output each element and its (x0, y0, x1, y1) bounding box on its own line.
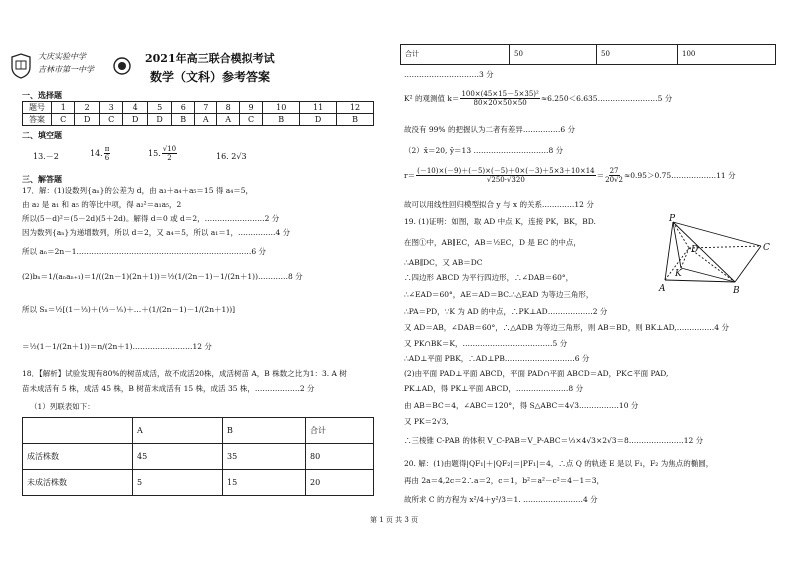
table-row (23, 470, 374, 496)
school-name-2: 吉林市第一中学 (38, 65, 94, 74)
fraction-denominator: 2 (167, 154, 172, 162)
answer-14-prefix: 14. (90, 148, 103, 158)
table-cell: D (147, 114, 171, 126)
table-cell: B (337, 114, 374, 126)
table-cell: 6 (172, 102, 195, 114)
table-cell: 1 (52, 102, 75, 114)
q17-line-7: 所以 Sₙ＝½[(1－⅓)＋(⅓－⅕)＋…＋(1/(2n－1)－1/(2n＋1))] (22, 305, 236, 314)
q19-line-13: 又 PK＝2√3, (404, 417, 449, 426)
q19-line-2: 在图①中，AB∥EC，AB＝½EC，D 是 EC 的中点， (404, 238, 581, 247)
pyramid-diagram (655, 212, 775, 297)
table-cell: 10 (263, 102, 300, 114)
answer-15 (148, 145, 178, 162)
section-2-heading: 二、填空题 (22, 130, 62, 140)
table-header: B (223, 418, 306, 444)
label-d: D (691, 245, 699, 255)
table-cell: A (195, 114, 217, 126)
q17-line-5: 所以 aₙ＝2n－1.……………………………………………………………6 分 (22, 247, 267, 256)
table-row (401, 45, 776, 65)
q17-line-1: 17．解：(1)设数列{aₙ}的公差为 d，由 a₃＋a₄＋a₅＝15 得 a₄＝5， (22, 186, 253, 195)
page-title: 2021年高三联合模拟考试 (145, 52, 275, 65)
right-line-4: （2）x̄＝20, ȳ＝13 …………………………8 分 (404, 146, 564, 155)
right-line-6: 故可以用线性回归模型拟合 y 与 x 的关系.…………12 分 (404, 200, 594, 209)
table-cell: D (75, 114, 99, 126)
fraction-denominator: 6 (104, 154, 110, 162)
table-cell: 35 (223, 444, 306, 470)
formula-prefix: r＝ (404, 171, 416, 180)
table-row (23, 102, 374, 114)
table-row (23, 444, 374, 470)
table-header: 合计 (306, 418, 374, 444)
formula-fraction-2 (605, 167, 623, 184)
fraction-denominator: 80×20×50×50 (473, 99, 527, 107)
table-cell: C (239, 114, 262, 126)
q17-line-2: 由 a₂ 是 a₁ 和 a₅ 的等比中项，得 a₂²＝a₁a₅，2 (22, 200, 182, 209)
answer-14 (90, 145, 111, 162)
q19-line-1: 19. (1)证明：如图，取 AD 中点 K，连接 PK，BK，BD. (404, 217, 596, 226)
table-cell: 未成活株数 (23, 470, 133, 496)
right-line-3: 故没有 99% 的把握认为二者有差异……………6 分 (404, 125, 576, 134)
table-cell: A (217, 114, 239, 126)
label-b: B (733, 286, 740, 296)
table-cell: 成活株数 (23, 444, 133, 470)
formula-fraction (460, 90, 539, 107)
table-cell: 合计 (401, 45, 510, 65)
answer-16: 16. 2√3 (216, 152, 247, 161)
q19-line-11: PK⊥AD，得 PK⊥平面 ABCD，…………………8 分 (404, 384, 584, 393)
q17-line-6: (2)bₙ＝1/(aₙaₙ₊₁)＝1/((2n－1)(2n＋1))＝½(1/(2n－1)－1/(2n＋1))…………8 分 (22, 272, 303, 281)
table-cell: C (52, 114, 75, 126)
table-cell: 45 (133, 444, 223, 470)
label-a: A (659, 284, 666, 294)
answer-14-fraction (104, 145, 111, 162)
q19-line-12: 由 AB＝BC＝4，∠ABC＝120°，得 S△ABC＝4√3.……………10 分 (404, 401, 639, 410)
page-footer: 第 1 页 共 3 页 (370, 516, 419, 524)
total-row-table (400, 44, 776, 65)
label-c: C (763, 243, 770, 253)
q20-line-1: 20. 解：(1)由题得|QF₁|＋|QF₂|＝|PF₁|＝4，∴点 Q 的轨迹 E 是以 F₁，F₂ 为焦点的椭圆， (404, 459, 714, 468)
fraction-numerator: 100×(45×15－5×35)² (461, 90, 539, 98)
q17-line-4: 因为数列{aₙ}为递增数列，所以 d＝2，又 a₄＝5，所以 a₁＝1，……………4 分 (22, 228, 291, 237)
answer-15-prefix: 15. (148, 148, 161, 158)
table-cell: 9 (239, 102, 262, 114)
table-cell: 12 (337, 102, 374, 114)
q19-line-6: ∴PA＝PD，∵K 为 AD 的中点，∴PK⊥AD………………2 分 (404, 307, 608, 316)
section-1-heading: 一、选择题 (22, 90, 62, 100)
formula-suffix: ≈0.95＞0.75………………11 分 (623, 171, 736, 180)
answer-table (22, 101, 374, 126)
contingency-table (22, 417, 374, 496)
q17-line-3: 所以(5－d)²＝(5－2d)(5＋2d)。解得 d＝0 或 d＝2，……………………2 分 (22, 214, 280, 223)
fraction-numerator: 27 (609, 167, 619, 175)
formula-suffix: ≈6.250＜6.635……………………5 分 (540, 94, 673, 103)
table-cell: 20 (306, 470, 374, 496)
r-formula (404, 167, 736, 184)
fraction-denominator: √250·√320 (486, 176, 525, 184)
label-p: P (669, 214, 676, 224)
table-header (23, 418, 133, 444)
table-cell: 50 (597, 45, 678, 65)
table-cell: 5 (147, 102, 171, 114)
fraction-numerator: π (104, 145, 110, 153)
right-line-1: …………………………3 分 (404, 70, 494, 79)
table-cell: D (123, 114, 147, 126)
answer-13: 13.－2 (33, 152, 59, 161)
school-name-1: 大庆实验中学 (38, 52, 86, 61)
q19-line-3: ∴AB∥DC，又 AB＝DC (404, 258, 483, 267)
q19-line-9: ∴AD⊥平面 PBK，∴AD⊥PB.………………………6 分 (404, 354, 590, 363)
table-cell: 50 (510, 45, 597, 65)
table-row (23, 418, 374, 444)
q18-line-1: 18．【解析】试验发现有80%的树苗成活，故不成活20株，成活树苗 A，B 株数之比为1：3. A 树 (22, 369, 347, 378)
q19-line-10: (2)由平面 PAD⊥平面 ABCD，平面 PAD∩平面 ABCD＝AD，PK⊂平面 PAD, (404, 369, 669, 378)
table-header: A (133, 418, 223, 444)
q19-line-8: 又 PK∩BK＝K，………………………………5 分 (404, 339, 568, 348)
table-cell: 15 (223, 470, 306, 496)
table-cell: 11 (300, 102, 337, 114)
table-cell: 5 (133, 470, 223, 496)
q20-line-3: 故所求 C 的方程为 x²/4＋y²/3＝1. ……………………4 分 (404, 495, 598, 504)
formula-prefix: K² 的观测值 k＝ (404, 94, 460, 103)
q18-line-2: 苗未成活有 5 株，成活 45 株，B 树苗未成活有 15 株，成活 35 株，………………2 分 (22, 384, 315, 393)
q19-line-4: ∴四边形 ABCD 为平行四边形，∴∠DAB＝60°， (404, 273, 574, 282)
table-row (23, 114, 374, 126)
table-cell: 题号 (23, 102, 52, 114)
label-k: K (675, 269, 682, 279)
table-cell: 7 (195, 102, 217, 114)
table-cell: 2 (75, 102, 99, 114)
k-squared-formula (404, 90, 672, 107)
table-cell: B (263, 114, 300, 126)
q20-line-2: 再由 2a＝4,2c＝2∴a＝2，c＝1，b²＝a²－c²＝4－1＝3， (404, 476, 605, 485)
table-cell: 8 (217, 102, 239, 114)
q17-line-8: ＝½(1－1/(2n＋1))＝n/(2n＋1)……………………12 分 (22, 342, 212, 351)
fraction-denominator: 20√2 (605, 176, 623, 184)
school-logo-emblem (10, 53, 32, 79)
table-cell: 100 (678, 45, 776, 65)
pyramid-figure (655, 212, 775, 297)
page-subtitle: 数学（文科）参考答案 (150, 70, 271, 84)
q19-line-5: ∴∠EAD＝60°，AE＝AD＝BC.∴△EAD 为等边三角形， (404, 290, 594, 299)
school-crest-icon (10, 53, 32, 79)
table-cell: D (300, 114, 337, 126)
answer-15-fraction (162, 145, 177, 162)
table-cell: 3 (99, 102, 122, 114)
table-cell: C (99, 114, 122, 126)
fraction-numerator: (－10)×(－9)＋(－5)×(－5)＋0×(－3)＋5×3＋10×14 (417, 167, 595, 175)
table-cell: 答案 (23, 114, 52, 126)
q19-line-7: 又 AD＝AB，∠DAB＝60°，∴△ADB 为等边三角形，则 AB＝BD，则 BK⊥AD,……………4 分 (404, 323, 729, 332)
table-cell: 4 (123, 102, 147, 114)
school-seal-icon (113, 57, 131, 75)
fraction-numerator: √10 (162, 145, 177, 153)
formula-equals: ＝ (596, 171, 605, 180)
section-3-heading: 三、解答题 (22, 174, 62, 184)
q18-line-3: （1）列联表如下： (30, 402, 95, 411)
q19-line-14: ∴三棱锥 C-PAB 的体积 V_C-PAB＝V_P-ABC＝⅓×4√3×2√3＝8.…………………12 分 (404, 436, 704, 445)
table-cell: 80 (306, 444, 374, 470)
table-cell: B (172, 114, 195, 126)
formula-fraction (416, 167, 596, 184)
